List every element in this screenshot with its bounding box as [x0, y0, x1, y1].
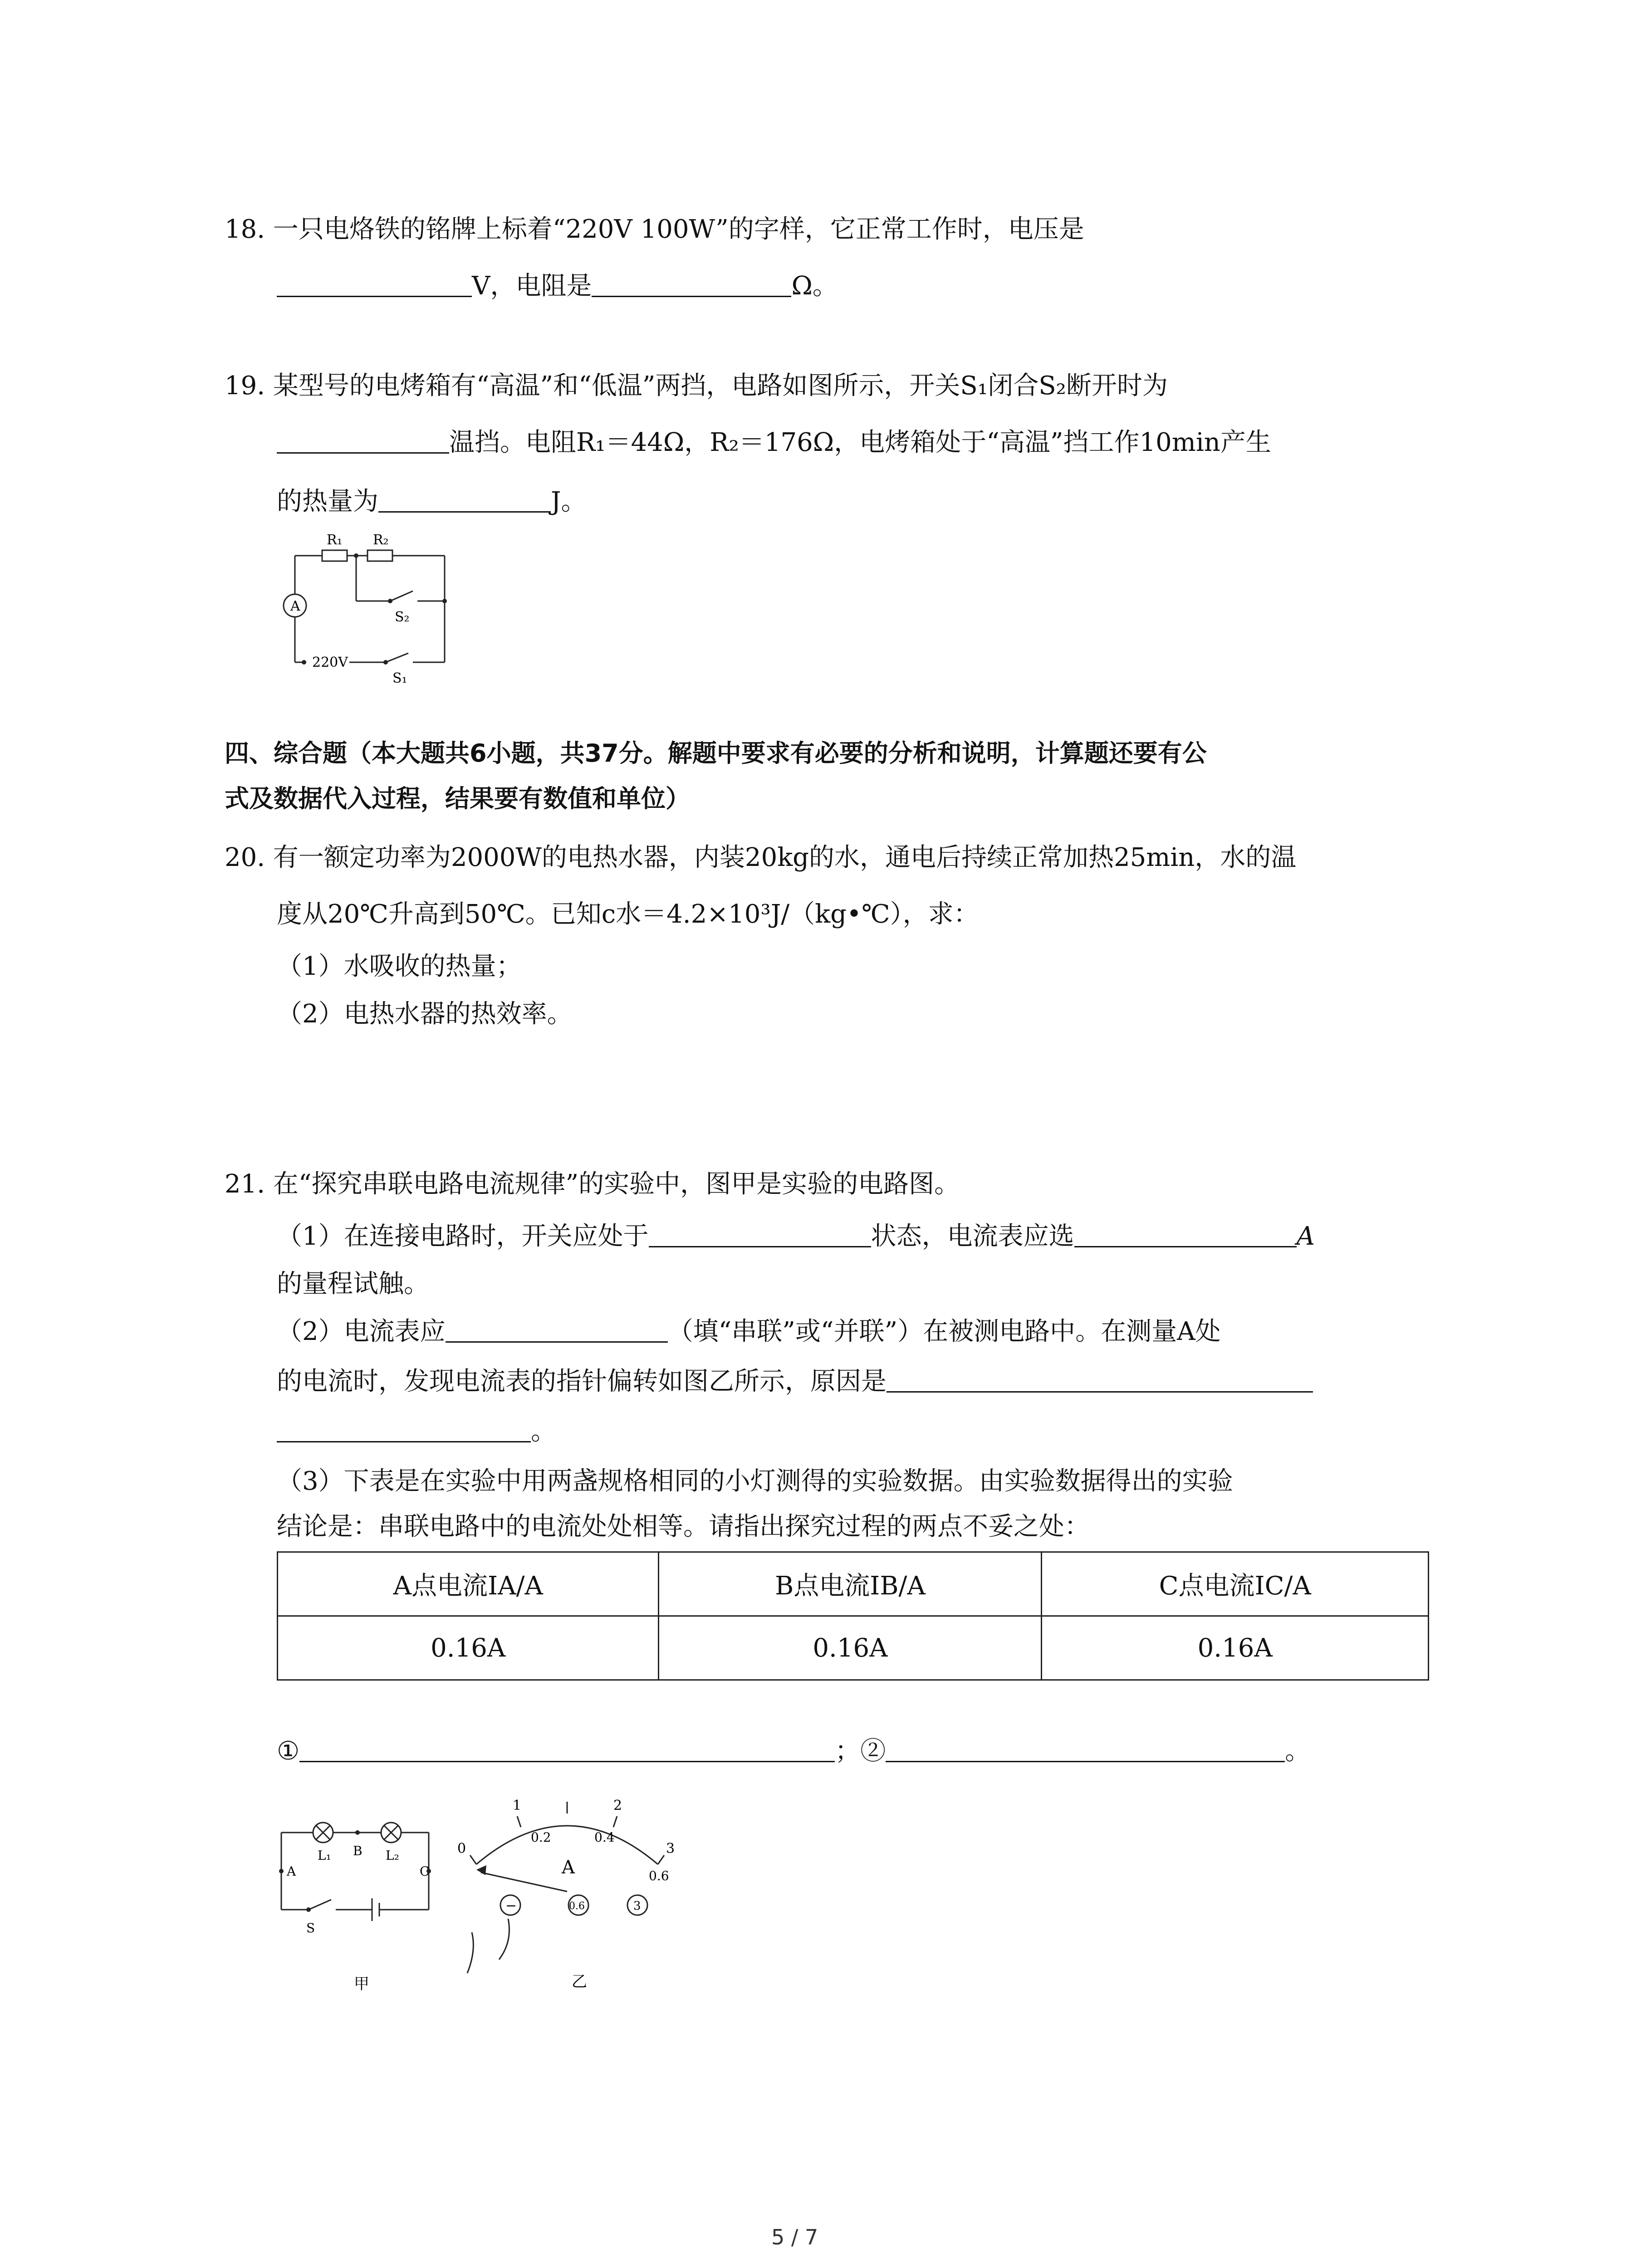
fig-jia-label-b: B	[353, 1843, 362, 1858]
fig-jia-label-s: S	[306, 1921, 315, 1936]
q21-p1-text-b: 状态，电流表应选	[871, 1222, 1074, 1251]
q18-blank-voltage[interactable]	[277, 270, 472, 297]
q21-figure-yi-ammeter	[445, 1769, 726, 2005]
q21-p1-line2: 的量程试触。	[277, 1269, 429, 1299]
table-cell: 0.16A	[278, 1616, 659, 1680]
q21-blank-flaw-2[interactable]	[886, 1735, 1285, 1762]
q21-answer-mark-1: ①	[277, 1736, 300, 1766]
section4-title-line1: 四、综合题（本大题共6小题，共37分。解题中要求有必要的分析和说明，计算题还要有公	[225, 739, 1207, 767]
q21-p1-text-a: （1）在连接电路时，开关应处于	[277, 1222, 649, 1251]
q19-text2: 的热量为	[277, 487, 378, 516]
scale-top-1: 1	[513, 1798, 522, 1813]
q21-p2-line1	[277, 1315, 1221, 1348]
q21-p3-line1: （3）下表是在实验中用两盏规格相同的小灯测得的实验数据。由实验数据得出的实验	[277, 1466, 1233, 1496]
q19-blank-level[interactable]	[277, 427, 449, 454]
q21-figure-jia	[272, 1810, 445, 2000]
q21-blank-switch-state[interactable]	[649, 1221, 871, 1247]
q21-answer-end: 。	[1285, 1736, 1311, 1766]
q19-line1: 19. 某型号的电烤箱有“高温”和“低温”两挡，电路如图所示，开关S₁闭合S₂断开时为	[225, 371, 1168, 401]
table-header-cell: C点电流IC/A	[1042, 1552, 1429, 1616]
q19-line3	[277, 485, 586, 518]
q21-p2-line3	[277, 1415, 556, 1448]
q19-unit: J。	[551, 487, 587, 516]
q21-answer-mark-2: ；②	[835, 1736, 886, 1766]
q21-p1-unit: A	[1296, 1222, 1315, 1251]
table-header-cell: A点电流IA/A	[278, 1552, 659, 1616]
q21-p2-text-a: （2）电流表应	[277, 1317, 446, 1346]
q19-line2	[277, 426, 1271, 459]
q19-fig-s2: S₂	[395, 609, 410, 625]
q19-fig-ammeter: A	[290, 598, 300, 614]
q19-fig-source: 220V	[312, 655, 348, 670]
q19-text: 温挡。电阻R₁＝44Ω，R₂＝176Ω，电烤箱处于“高温”挡工作10min产生	[449, 428, 1271, 457]
fig-jia-label-a: A	[287, 1864, 296, 1879]
q21-line1: 21. 在“探究串联电路电流规律”的实验中，图甲是实验的电路图。	[225, 1169, 960, 1199]
q21-blank-reason-2[interactable]	[277, 1416, 531, 1442]
q19-blank-heat[interactable]	[378, 486, 551, 513]
q18-unit: Ω。	[791, 271, 838, 301]
scale-bottom-0-6: 0.6	[649, 1868, 669, 1883]
q18-text: V，电阻是	[472, 271, 592, 301]
fig-jia-caption: 甲	[354, 1975, 369, 1993]
q21-p3-line2: 结论是：串联电路中的电流处处相等。请指出探究过程的两点不妥之处：	[277, 1512, 1090, 1541]
q19-fig-r2: R₂	[373, 532, 389, 548]
q21-p2-line2	[277, 1365, 1313, 1398]
ammeter-unit: A	[562, 1857, 575, 1878]
terminal-label-0-6: 0.6	[569, 1901, 585, 1912]
q19-circuit-diagram	[272, 524, 463, 687]
q20-line1: 20. 有一额定功率为2000W的电热水器，内装20kg的水，通电后持续正常加热25min，水的温	[225, 843, 1297, 872]
q21-blank-connection[interactable]	[446, 1316, 668, 1343]
q18-line2	[277, 270, 838, 303]
fig-jia-label-l2: L₂	[386, 1848, 399, 1863]
q21-blank-flaw-1[interactable]	[299, 1735, 835, 1762]
page-number: 5 / 7	[771, 2225, 818, 2249]
q20-line2: 度从20℃升高到50℃。已知c水＝4.2×10³J/（kg•℃），求：	[277, 899, 979, 929]
q21-p2-text-b: （填“串联”或“并联”）在被测电路中。在测量A处	[667, 1317, 1221, 1346]
fig-jia-label-c: C	[420, 1864, 430, 1879]
scale-top-0: 0	[457, 1841, 466, 1857]
q21-p2-end: 。	[531, 1417, 556, 1446]
q21-blank-range[interactable]	[1074, 1221, 1297, 1247]
q21-p1-line1	[277, 1220, 1315, 1253]
table-row	[278, 1616, 1429, 1680]
scale-bottom-0-4: 0.4	[594, 1830, 615, 1845]
q21-p2-text-c: 的电流时，发现电流表的指针偏转如图乙所示，原因是	[277, 1367, 887, 1396]
fig-jia-label-l1: L₁	[318, 1848, 331, 1863]
fig-yi-caption: 乙	[572, 1973, 587, 1991]
terminal-label-3: 3	[633, 1899, 641, 1913]
q18-blank-resistance[interactable]	[592, 270, 791, 297]
scale-top-3: 3	[666, 1841, 675, 1857]
scale-bottom-0-2: 0.2	[531, 1830, 551, 1845]
section4-title-line2: 式及数据代入过程，结果要有数值和单位）	[225, 784, 690, 813]
q19-fig-s1: S₁	[392, 670, 407, 686]
q21-answer-line	[277, 1735, 1310, 1768]
q21-data-table	[277, 1551, 1429, 1681]
q21-blank-reason-1[interactable]	[887, 1366, 1313, 1393]
table-cell: 0.16A	[1042, 1616, 1429, 1680]
terminal-label-negative: −	[505, 1898, 517, 1914]
q20-sub2: （2）电热水器的热效率。	[277, 999, 573, 1029]
table-header-row	[278, 1552, 1429, 1616]
q19-fig-r1: R₁	[327, 532, 343, 548]
q18-line1: 18. 一只电烙铁的铭牌上标着“220V 100W”的字样，它正常工作时，电压是	[225, 215, 1084, 244]
table-header-cell: B点电流IB/A	[659, 1552, 1042, 1616]
q20-sub1: （1）水吸收的热量；	[277, 952, 522, 981]
table-cell: 0.16A	[659, 1616, 1042, 1680]
scale-top-2: 2	[613, 1798, 622, 1813]
